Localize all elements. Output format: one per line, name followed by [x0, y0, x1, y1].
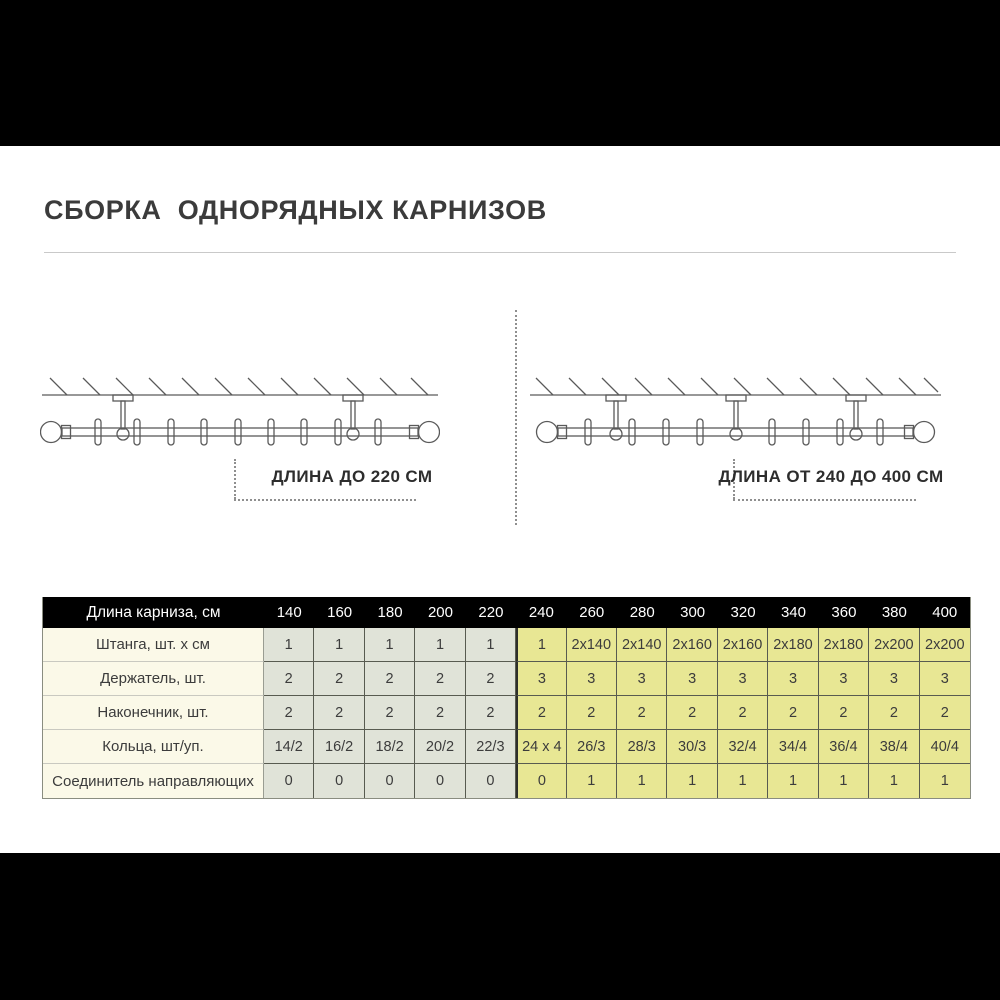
value-cell: 3 — [617, 662, 667, 696]
value-cell: 2x180 — [819, 628, 869, 662]
value-cell: 18/2 — [365, 730, 415, 764]
row-label: Наконечник, шт. — [43, 696, 264, 730]
value-cell: 2 — [718, 696, 768, 730]
value-cell: 3 — [567, 662, 617, 696]
rod — [62, 428, 418, 436]
value-cell: 0 — [314, 764, 364, 798]
value-cell: 0 — [516, 764, 566, 798]
column-header-200: 200 — [415, 597, 465, 628]
row-label: Держатель, шт. — [43, 662, 264, 696]
value-cell: 0 — [466, 764, 516, 798]
row-label: Соединитель направляющих — [43, 764, 264, 798]
column-header-220: 220 — [466, 597, 516, 628]
row-label: Штанга, шт. х см — [43, 628, 264, 662]
value-cell: 14/2 — [264, 730, 314, 764]
value-cell: 2 — [819, 696, 869, 730]
value-cell: 0 — [415, 764, 465, 798]
value-cell: 2 — [617, 696, 667, 730]
value-cell: 2 — [466, 696, 516, 730]
column-header-300: 300 — [667, 597, 717, 628]
value-cell: 2x200 — [920, 628, 970, 662]
value-cell: 2 — [516, 696, 566, 730]
curtain-rings — [95, 419, 381, 445]
value-cell: 34/4 — [768, 730, 818, 764]
column-header-240: 240 — [516, 597, 566, 628]
value-cell: 38/4 — [869, 730, 919, 764]
value-cell: 2 — [365, 696, 415, 730]
column-header-320: 320 — [718, 597, 768, 628]
value-cell: 32/4 — [718, 730, 768, 764]
value-cell: 3 — [819, 662, 869, 696]
row-label: Кольца, шт/уп. — [43, 730, 264, 764]
value-cell: 2 — [920, 696, 970, 730]
long-cornice-dimension — [718, 459, 944, 499]
value-cell: 3 — [516, 662, 566, 696]
value-cell: 1 — [365, 628, 415, 662]
ceiling-hatch — [536, 378, 938, 395]
value-cell: 26/3 — [567, 730, 617, 764]
components-table — [42, 597, 971, 799]
title-underline — [44, 252, 956, 253]
value-cell: 2 — [365, 662, 415, 696]
diagram-divider-dotted — [515, 310, 517, 525]
dimension-vline — [234, 459, 236, 499]
value-cell: 2x200 — [869, 628, 919, 662]
value-cell: 28/3 — [617, 730, 667, 764]
column-header-140: 140 — [264, 597, 314, 628]
value-cell: 2x160 — [718, 628, 768, 662]
value-cell: 1 — [264, 628, 314, 662]
dimension-hline — [733, 499, 916, 501]
value-cell: 3 — [718, 662, 768, 696]
value-cell: 3 — [768, 662, 818, 696]
value-cell: 30/3 — [667, 730, 717, 764]
column-header-160: 160 — [314, 597, 364, 628]
value-cell: 1 — [920, 764, 970, 798]
value-cell: 0 — [365, 764, 415, 798]
page-title: СБОРКА ОДНОРЯДНЫХ КАРНИЗОВ — [44, 195, 547, 225]
value-cell: 1 — [314, 628, 364, 662]
value-cell: 2 — [869, 696, 919, 730]
column-header-380: 380 — [869, 597, 919, 628]
value-cell: 2 — [415, 662, 465, 696]
ceiling-hatch — [50, 378, 428, 395]
value-cell: 1 — [567, 764, 617, 798]
value-cell: 1 — [466, 628, 516, 662]
value-cell: 2 — [415, 696, 465, 730]
value-cell: 16/2 — [314, 730, 364, 764]
value-cell: 1 — [667, 764, 717, 798]
column-header-180: 180 — [365, 597, 415, 628]
value-cell: 20/2 — [415, 730, 465, 764]
value-cell: 3 — [920, 662, 970, 696]
bracket — [113, 395, 133, 440]
finial-ball — [914, 422, 935, 443]
value-cell: 1 — [415, 628, 465, 662]
value-cell: 1 — [869, 764, 919, 798]
long-cornice-length-label: ДЛИНА ОТ 240 ДО 400 СМ — [718, 467, 944, 486]
value-cell: 36/4 — [819, 730, 869, 764]
column-header-260: 260 — [567, 597, 617, 628]
value-cell: 2 — [466, 662, 516, 696]
short-cornice-dimension — [234, 459, 433, 499]
value-cell: 1 — [819, 764, 869, 798]
bracket — [606, 395, 626, 440]
column-header-280: 280 — [617, 597, 667, 628]
long-cornice-diagram — [528, 368, 943, 468]
value-cell: 2x140 — [617, 628, 667, 662]
value-cell: 2 — [264, 662, 314, 696]
value-cell: 2 — [667, 696, 717, 730]
column-header-360: 360 — [819, 597, 869, 628]
dimension-hline — [234, 499, 416, 501]
finial-ball — [537, 422, 558, 443]
bracket — [726, 395, 746, 440]
value-cell: 40/4 — [920, 730, 970, 764]
value-cell: 3 — [869, 662, 919, 696]
bottom-letterbox-bar — [0, 853, 1000, 1000]
table-header-label: Длина карниза, см — [43, 597, 264, 628]
value-cell: 2x180 — [768, 628, 818, 662]
value-cell: 3 — [667, 662, 717, 696]
value-cell: 2 — [314, 662, 364, 696]
column-header-340: 340 — [768, 597, 818, 628]
top-letterbox-bar — [0, 0, 1000, 146]
value-cell: 2x160 — [667, 628, 717, 662]
finial-ball — [419, 422, 440, 443]
value-cell: 2x140 — [567, 628, 617, 662]
value-cell: 24 x 4 — [516, 730, 566, 764]
value-cell: 2 — [264, 696, 314, 730]
value-cell: 2 — [768, 696, 818, 730]
value-cell: 2 — [314, 696, 364, 730]
value-cell: 1 — [718, 764, 768, 798]
value-cell: 1 — [617, 764, 667, 798]
value-cell: 0 — [264, 764, 314, 798]
short-cornice-length-label: ДЛИНА ДО 220 СМ — [271, 467, 433, 486]
value-cell: 1 — [516, 628, 566, 662]
bracket — [343, 395, 363, 440]
finial-ball — [41, 422, 62, 443]
value-cell: 2 — [567, 696, 617, 730]
value-cell: 22/3 — [466, 730, 516, 764]
column-header-400: 400 — [920, 597, 970, 628]
short-cornice-diagram — [40, 368, 440, 468]
bracket — [846, 395, 866, 440]
value-cell: 1 — [768, 764, 818, 798]
